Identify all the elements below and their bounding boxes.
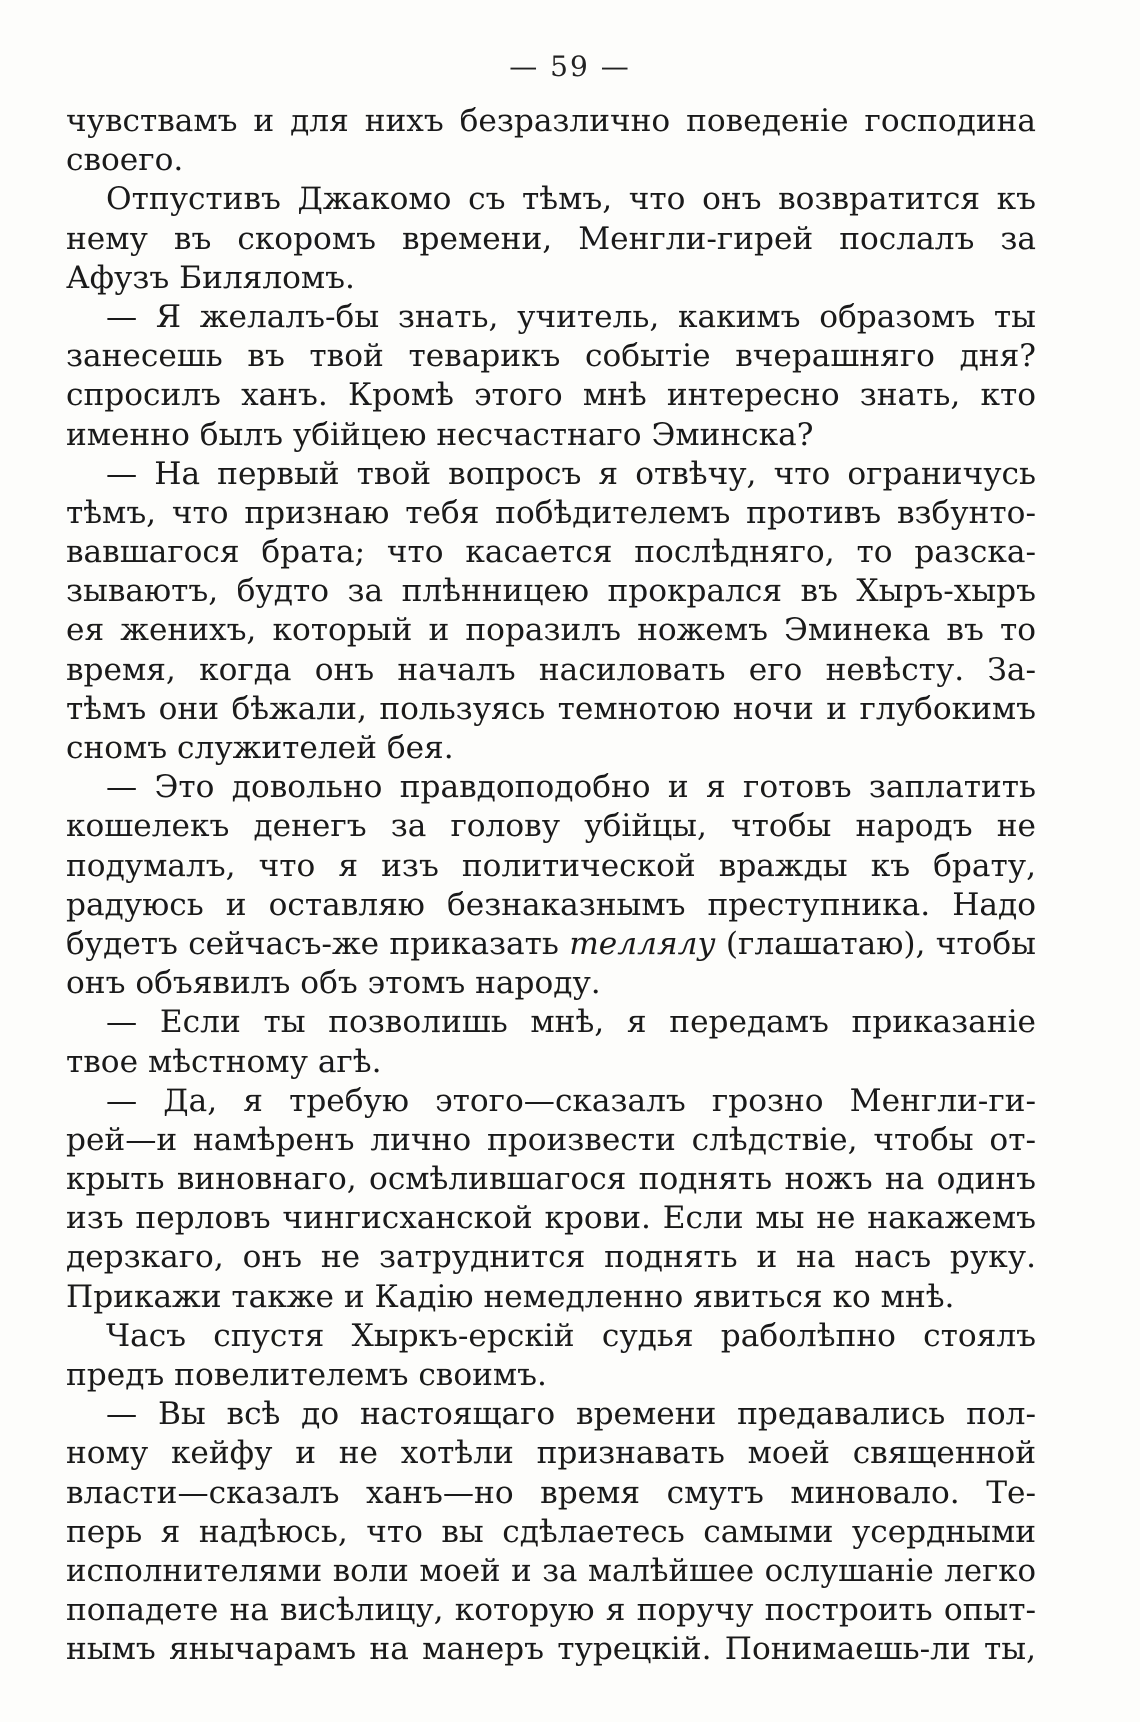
text-line: — Я желалъ-бы знать, учитель, какимъ образомъ ты [106, 298, 1036, 335]
text-line [66, 925, 1036, 964]
text-line: ному кейфу и не хотѣли признавать моей священной [66, 1435, 1036, 1472]
text-line: — Если ты позволишь мнѣ, я передамъ приказаніе [106, 1004, 1036, 1041]
text-line: — На первый твой вопросъ я отвѣчу, что ограничусь [106, 455, 1036, 492]
text-line: сномъ служителей бея. [66, 730, 454, 766]
italic-term: теллялу [569, 925, 716, 962]
text-line: тѣмъ, что признаю тебя побѣдителемъ противъ взбунто- [66, 494, 1036, 531]
text-line: своего. [66, 142, 184, 179]
text-line: тѣмъ они бѣжали, пользуясь темнотою ночи и глубокимъ [66, 690, 1036, 727]
text-line: зываютъ, будто за плѣнницею прокрался въ Хыръ-хыръ [66, 573, 1036, 610]
text-line: Отпустивъ Джакомо съ тѣмъ, что онъ возвратится къ [106, 181, 1036, 218]
text-line: время, когда онъ началъ насиловать его невѣсту. За- [66, 651, 1036, 688]
text-line: — Вы всѣ до настоящаго времени предавались пол- [106, 1396, 1036, 1433]
text-line: вавшагося брата; что касается послѣдняго, то разска- [66, 534, 1036, 571]
page-number: — 59 — [509, 50, 631, 83]
text-line: спросилъ ханъ. Кромѣ этого мнѣ интересно знать, кто [66, 377, 1036, 414]
text-line: нымъ янычарамъ на манеръ турецкій. Понимаешь-ли ты, [66, 1631, 1036, 1668]
text-line: кошелекъ денегъ за голову убійцы, чтобы народъ не [66, 808, 1036, 845]
text-line: Прикажи также и Кадію немедленно явиться ко мнѣ. [66, 1278, 955, 1315]
text-line: именно былъ убійцею несчастнаго Эминска? [66, 416, 814, 453]
text-segment: будетъ сейчасъ-же приказать [66, 925, 570, 962]
text-line: нему въ скоромъ времени, Менгли-гирей послалъ за [66, 220, 1036, 257]
text-line: ея женихъ, который и поразилъ ножемъ Эминека въ то [66, 612, 1036, 649]
text-line: — Это довольно правдоподобно и я готовъ заплатить [106, 769, 1036, 806]
text-line: чувствамъ и для нихъ безразлично поведеніе господина [66, 103, 1036, 139]
text-line: предъ повелителемъ своимъ. [66, 1357, 547, 1393]
text-line: — Да, я требую этого—сказалъ грозно Менгли-ги- [106, 1082, 1036, 1119]
text-line: Часъ спустя Хыркъ-ерскій судья раболѣпно стоялъ [106, 1317, 1036, 1354]
text-line: перь я надѣюсь, что вы сдѣлаетесь самыми усердными [66, 1513, 1036, 1550]
text-line: твое мѣстному агѣ. [66, 1043, 382, 1080]
text-line: рей—и намѣренъ лично произвести слѣдствіе, чтобы от- [66, 1121, 1036, 1158]
text-line: крыть виновнаго, осмѣлившагося поднять ножъ на одинъ [66, 1161, 1036, 1198]
text-line: исполнителями воли моей и за малѣйшее ослушаніе легко [66, 1552, 1036, 1589]
text-line: изъ перловъ чингисханской крови. Если мы не накажемъ [66, 1200, 1036, 1237]
text-line: дерзкаго, онъ не затруднится поднять и на насъ руку. [66, 1239, 1036, 1276]
body-text [66, 102, 1036, 1670]
text-line: радуюсь и оставляю безнаказнымъ преступника. Надо [66, 886, 1036, 923]
text-line: Афузъ Биляломъ. [66, 259, 355, 296]
text-line: подумалъ, что я изъ политической вражды къ брату, [66, 847, 1036, 884]
text-line: власти—сказалъ ханъ—но время смутъ миновало. Те- [66, 1474, 1036, 1511]
text-segment: (глашатаю), чтобы [715, 925, 1036, 962]
text-line: попадете на висѣлицу, которую я поручу построить опыт- [66, 1592, 1036, 1629]
text-line: занесешь въ твой теварикъ событіе вчерашняго дня? [66, 338, 1036, 375]
text-line: онъ объявилъ объ этомъ народу. [66, 965, 601, 1002]
